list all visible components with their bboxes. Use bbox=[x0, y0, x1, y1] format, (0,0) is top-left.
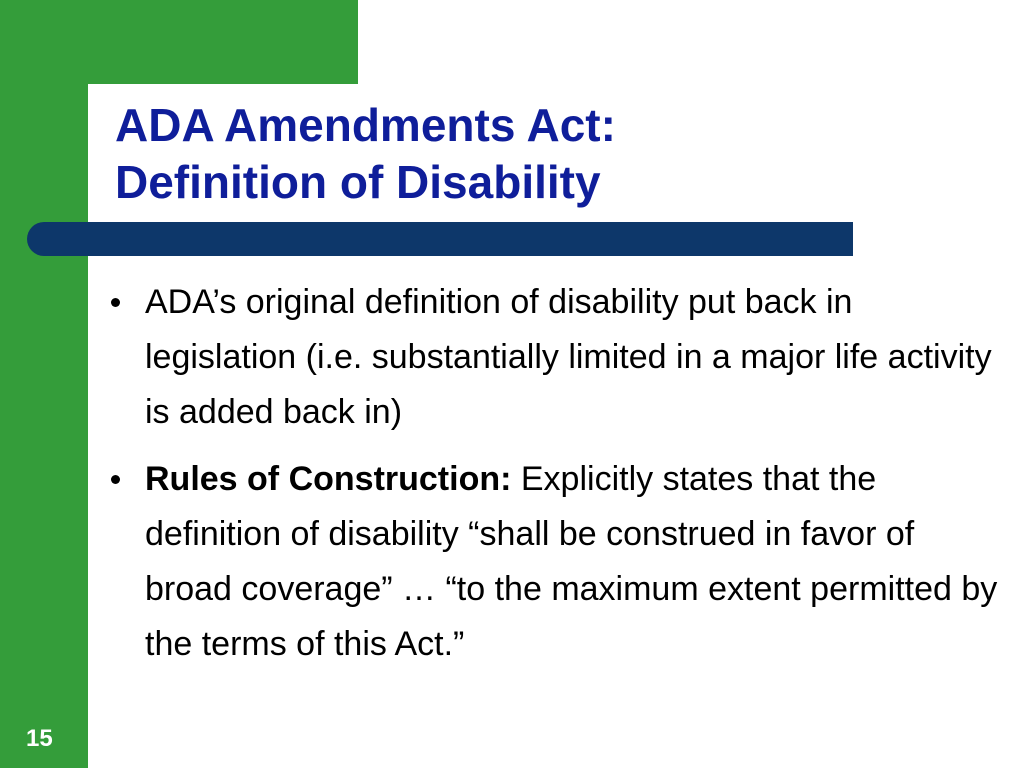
title-line-2: Definition of Disability bbox=[115, 156, 601, 208]
bullet-lead: Rules of Construction: bbox=[145, 460, 512, 498]
bullet-dot-icon bbox=[111, 298, 120, 307]
bullet-text: Explicitly states that the definition of disability “shall be construed in favor of broad coverage” … “to the maximum extent permitted by the terms of this Act.” bbox=[145, 460, 998, 663]
title-line-1: ADA Amendments Act: bbox=[115, 99, 616, 151]
bullet-list bbox=[104, 275, 1009, 684]
page-number: 15 bbox=[26, 725, 53, 752]
slide-title bbox=[115, 97, 875, 211]
bullet-item-2 bbox=[104, 452, 1009, 672]
bullet-item-1 bbox=[104, 275, 1009, 440]
green-top-band bbox=[0, 0, 358, 84]
bullet-text: ADA’s original definition of disability put back in legislation (i.e. substantially limited in a major life activity is added back in) bbox=[145, 283, 992, 431]
bullet-dot-icon bbox=[111, 475, 120, 484]
green-left-band bbox=[0, 0, 88, 768]
title-underline-bar bbox=[27, 222, 853, 256]
